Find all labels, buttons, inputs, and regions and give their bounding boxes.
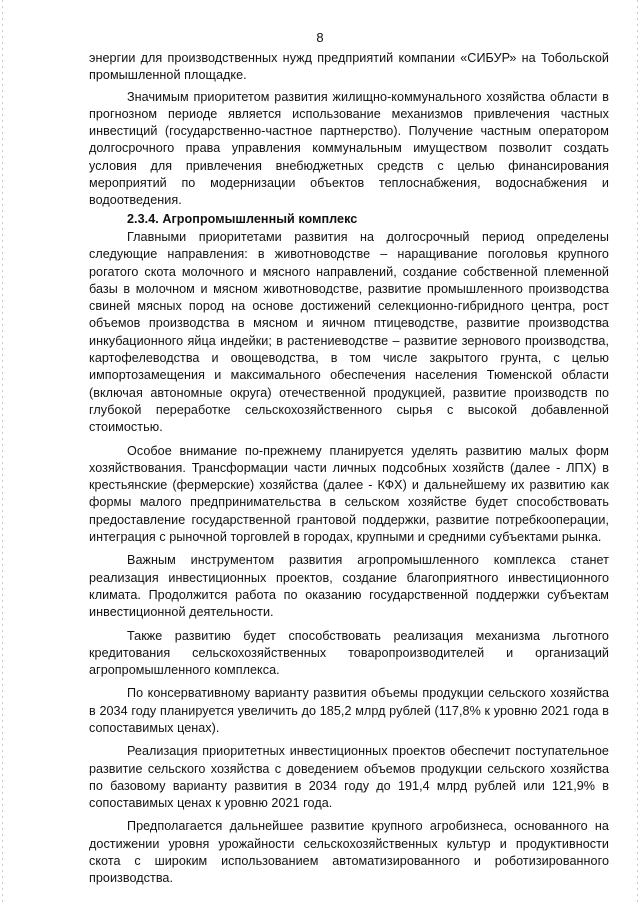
paragraph-base-variant: Реализация приоритетных инвестиционных проектов обеспечит поступательное развитие сельского хозяйства с доведением объемов продукции сельского хозяйства по базовому варианту развития в 2034 году до 191,4 млрд рублей или 121,9% в сопоставимых ценах к уровню 2021 года. xyxy=(89,744,609,811)
page-number: 8 xyxy=(316,30,324,45)
paragraph-continued-energy: энергии для производственных нужд предприятий компании «СИБУР» на Тобольской промышленной площадке. xyxy=(89,51,609,83)
page-edge-left xyxy=(2,0,3,905)
page-edge-right xyxy=(637,0,638,905)
document-body xyxy=(89,50,609,894)
paragraph-agro-priorities: Главными приоритетами развития на долгосрочный период определены следующие направления: в животноводстве – наращивание поголовья крупного рогатого скота молочного и мясного направлений, создание собственной племенной базы в молочном и мясном животноводстве, развитие промышленного производства свиней мясных пород на основе достижений селекционно-гибридного центра, рост объемов производства в мясном и яичном птицеводстве, развитие производства инкубационного яйца индейки; в растениеводстве – развитие зернового производства, картофелеводства и овощеводства, в том числе закрытого грунта, с целью импортозамещения и максимального обеспечения населения Тюменской области (включая автономные округа) отечественной продукцией, развитие производств по глубокой переработке сельскохозяйственного сырья с высокой добавленной стоимостью. xyxy=(89,229,609,435)
section-heading-agro-industrial: 2.3.4. Агропромышленный комплекс xyxy=(127,211,358,226)
paragraph-investment-projects: Важным инструментом развития агропромышленного комплекса станет реализация инвестиционных проектов, создание благоприятного инвестиционного климата. Продолжится работа по оказанию государственной поддержки субъектам инвестиционной деятельности. xyxy=(89,553,609,620)
paragraph-conservative-variant: По консервативному варианту развития объемы продукции сельского хозяйства в 2034 году планируется увеличить до 185,2 млрд рублей (117,8% к уровню 2021 года в сопоставимых ценах). xyxy=(89,686,609,735)
paragraph-small-farming: Особое внимание по-прежнему планируется уделять развитию малых форм хозяйствования. Трансформации части личных подсобных хозяйств (далее - ЛПХ) в крестьянские (фермерские) хозяйства (далее - КФХ) и дальнейшему их развитию как формы малого предпринимательства в сельском хозяйстве будет способствовать предоставление государственной грантовой поддержки, развитие потребкооперации, интеграция с рыночной торговлей в городах, крупными и средними субъектами рынка. xyxy=(89,443,609,545)
paragraph-housing-utilities: Значимым приоритетом развития жилищно-коммунального хозяйства области в прогнозном периоде является использование механизмов привлечения частных инвестиций (государственно-частное партнерство). Получение частным оператором долгосрочного права управления коммунальным имуществом позволит создать условия для привлечения внебюджетных средств с целью финансирования мероприятий по модернизации объектов теплоснабжения, водоснабжения и водоотведения. xyxy=(89,89,609,208)
paragraph-preferential-lending: Также развитию будет способствовать реализация механизма льготного кредитования сельскохозяйственных товаропроизводителей и организаций агропромышленного комплекса. xyxy=(89,628,609,678)
paragraph-agribusiness-automation: Предполагается дальнейшее развитие крупного агробизнеса, основанного на достижении уровня урожайности сельскохозяйственных культур и продуктивности скота с широким использованием автоматизированного и роботизированного производства. xyxy=(89,819,609,886)
